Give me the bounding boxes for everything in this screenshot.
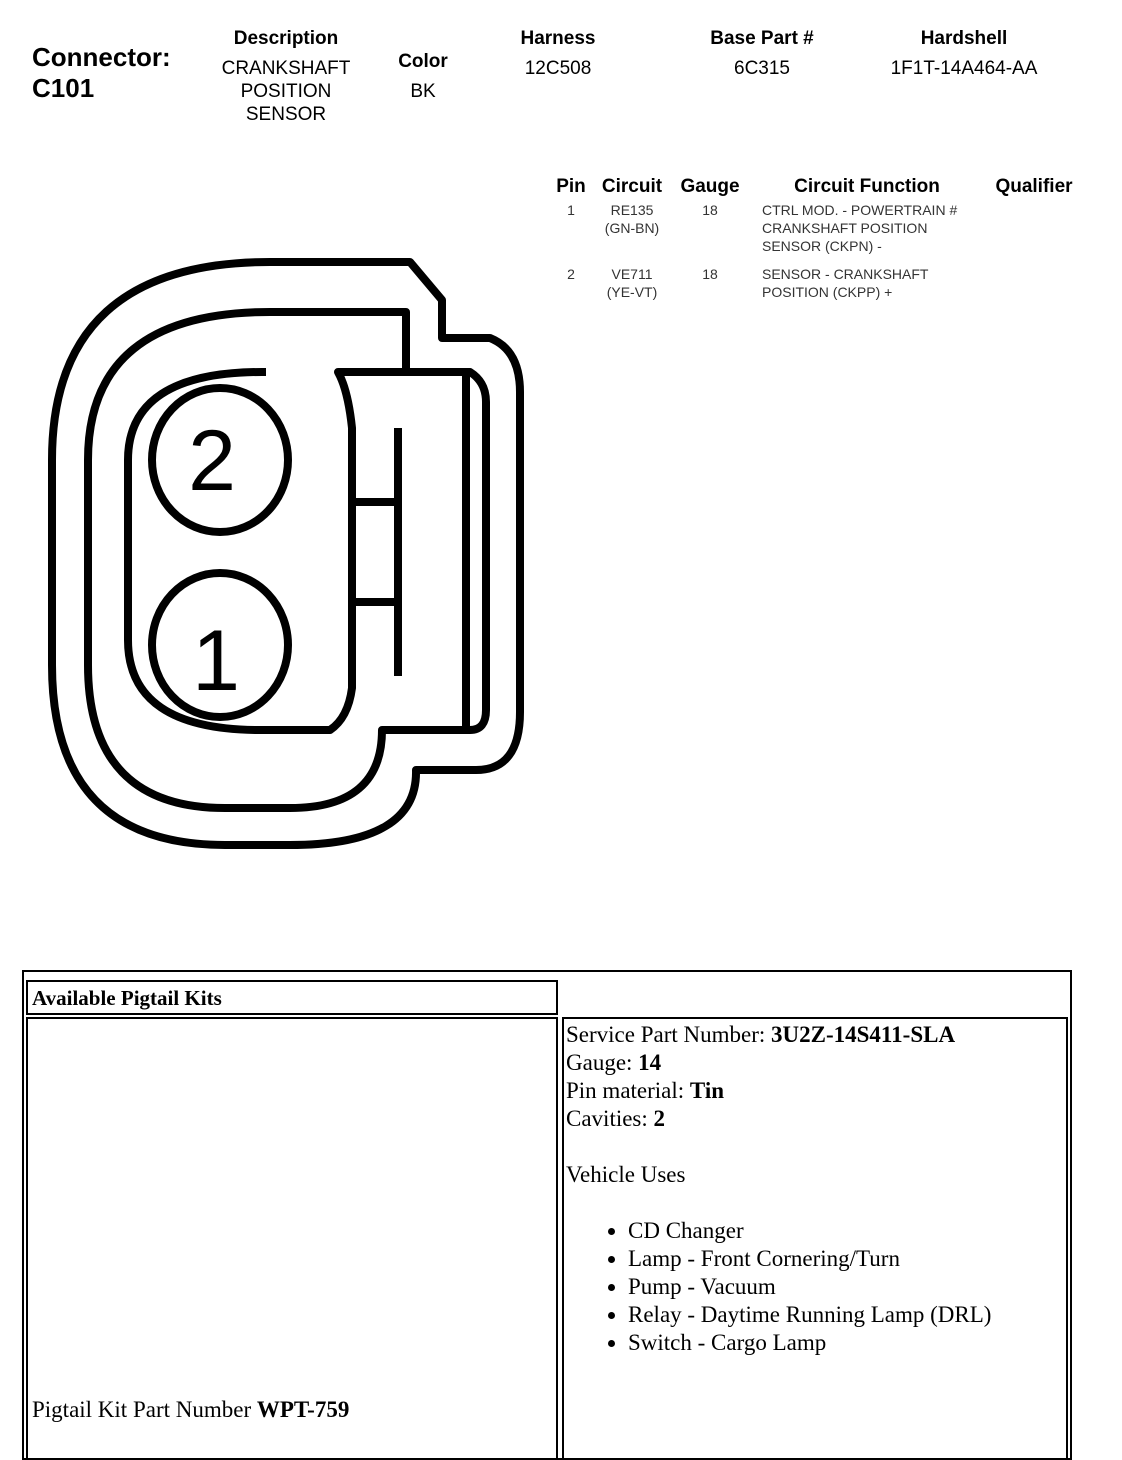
color-value: BK bbox=[410, 81, 436, 102]
description-line: SENSOR bbox=[245, 104, 327, 125]
description-line: CRANKSHAFT bbox=[221, 58, 351, 79]
pigtail-kit-part-number bbox=[32, 1397, 349, 1423]
function-line: SENSOR - CRANKSHAFT bbox=[762, 266, 929, 282]
base-part-value: 6C315 bbox=[734, 58, 790, 79]
col-pin: Pin bbox=[556, 176, 586, 197]
list-item: • Relay - Daytime Running Lamp (DRL) bbox=[628, 1301, 991, 1329]
connector-id: C101 bbox=[32, 73, 95, 103]
color-header: Color bbox=[398, 51, 448, 72]
gauge-row bbox=[566, 1049, 991, 1077]
pigtail-kit-details-cell bbox=[562, 1017, 1068, 1460]
cavity-1-label: 1 bbox=[192, 613, 240, 709]
circuit-code: VE711 bbox=[611, 266, 653, 282]
col-qualifier: Qualifier bbox=[995, 176, 1073, 197]
cavities-value: 2 bbox=[653, 1106, 666, 1131]
function-line: CRANKSHAFT POSITION bbox=[762, 220, 928, 236]
kit-part-label: Pigtail Kit Part Number bbox=[32, 1397, 257, 1422]
service-part-value: 3U2Z-14S411-SLA bbox=[771, 1022, 956, 1047]
pin-material-value: Tin bbox=[689, 1078, 725, 1103]
gauge-value: 14 bbox=[638, 1050, 662, 1075]
pin-material-label: Pin material: bbox=[566, 1078, 690, 1103]
hardshell-header: Hardshell bbox=[920, 28, 1008, 49]
pigtail-kit-specs bbox=[566, 1021, 991, 1357]
gauge-cell: 18 bbox=[702, 202, 718, 218]
base-part-header: Base Part # bbox=[710, 28, 814, 49]
circuit-color: (YE-VT) bbox=[606, 284, 658, 300]
pin-number: 1 bbox=[567, 202, 575, 218]
circuit-code: RE135 bbox=[610, 202, 654, 218]
cavities-label: Cavities: bbox=[566, 1106, 654, 1131]
harness-header: Harness bbox=[520, 28, 596, 49]
kit-part-value: WPT-759 bbox=[256, 1397, 350, 1422]
col-circuit-function: Circuit Function bbox=[794, 176, 940, 197]
service-part-row bbox=[566, 1021, 991, 1049]
vehicle-uses-label: Vehicle Uses bbox=[566, 1162, 686, 1187]
function-line: SENSOR (CKPN) - bbox=[762, 238, 882, 254]
cavity-2-label: 2 bbox=[188, 413, 236, 509]
harness-value: 12C508 bbox=[524, 58, 592, 79]
gauge-cell: 18 bbox=[702, 266, 718, 282]
pin-material-row bbox=[566, 1077, 991, 1105]
pigtail-kits-heading: Available Pigtail Kits bbox=[26, 980, 558, 1015]
gauge-label: Gauge: bbox=[566, 1050, 639, 1075]
vehicle-uses-list bbox=[566, 1217, 991, 1357]
col-circuit: Circuit bbox=[601, 176, 663, 197]
list-item: • Pump - Vacuum bbox=[628, 1273, 991, 1301]
cavity-pocket-outline bbox=[128, 372, 466, 730]
function-line: CTRL MOD. - POWERTRAIN # bbox=[762, 202, 958, 218]
connector-label: Connector: bbox=[32, 42, 171, 72]
description-line: POSITION bbox=[240, 81, 332, 102]
list-item: • Switch - Cargo Lamp bbox=[628, 1329, 991, 1357]
pin-number: 2 bbox=[567, 266, 575, 282]
cavities-row bbox=[566, 1105, 991, 1133]
description-header: Description bbox=[233, 28, 339, 49]
circuit-color: (GN-BN) bbox=[604, 220, 660, 236]
housing-outer-outline bbox=[52, 262, 520, 845]
list-item: • CD Changer bbox=[628, 1217, 991, 1245]
list-item: • Lamp - Front Cornering/Turn bbox=[628, 1245, 991, 1273]
col-gauge: Gauge bbox=[680, 176, 740, 197]
pigtail-kit-image-cell bbox=[26, 1017, 558, 1460]
service-part-label: Service Part Number: bbox=[566, 1022, 772, 1047]
hardshell-value: 1F1T-14A464-AA bbox=[890, 58, 1038, 79]
function-line: POSITION (CKPP) + bbox=[762, 284, 893, 300]
